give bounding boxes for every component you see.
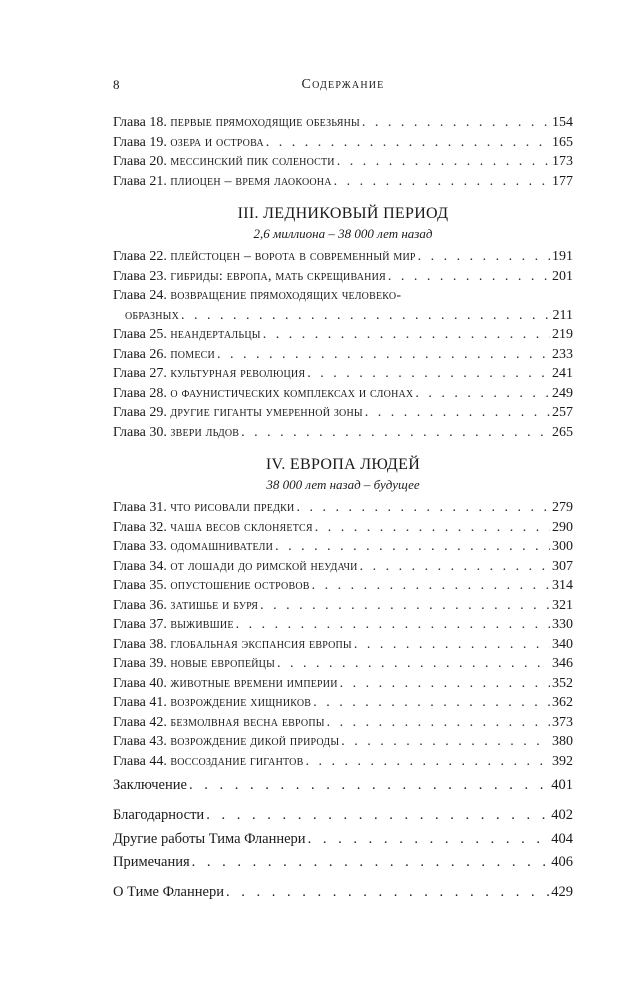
dot-leader	[312, 576, 550, 596]
toc-entry[interactable]	[113, 403, 573, 423]
chapter-title: о фаунистических комплексах и слонах	[170, 385, 414, 401]
entry-title: Примечания	[113, 854, 190, 870]
toc-entry[interactable]	[113, 853, 573, 873]
chapter-title: воссоздание гигантов	[170, 753, 304, 769]
page-ref: 340	[552, 636, 573, 652]
dot-leader	[340, 674, 550, 694]
chapter-prefix: Глава 18.	[113, 115, 167, 130]
dot-leader	[296, 498, 550, 518]
page-ref: 380	[552, 734, 573, 749]
chapter-title: неандертальцы	[170, 327, 261, 342]
page-ref: 201	[552, 268, 573, 284]
dot-leader	[418, 247, 550, 267]
toc-entry[interactable]	[113, 830, 573, 850]
entry-title: Заключение	[113, 777, 187, 793]
part-heading-4	[113, 454, 573, 496]
toc-entry[interactable]	[113, 498, 573, 518]
toc-entry[interactable]	[113, 615, 573, 635]
page-ref: 290	[552, 519, 573, 535]
chapter-prefix: Глава 30.	[113, 424, 167, 440]
toc-entry[interactable]	[113, 883, 573, 903]
chapter-title: гибриды: европа, мать скрещивания	[170, 268, 386, 284]
running-title: Содержание	[301, 77, 385, 92]
chapter-prefix: Глава 38.	[113, 636, 167, 652]
dot-leader	[236, 615, 550, 635]
chapter-title: чаша весов склоняется	[170, 519, 313, 535]
chapter-title: что рисовали предки	[170, 500, 295, 515]
chapter-prefix: Глава 19.	[113, 134, 167, 150]
page-ref: 362	[552, 695, 573, 710]
dot-leader	[360, 557, 550, 577]
page-ref: 173	[552, 154, 573, 169]
dot-leader	[217, 345, 550, 365]
back-matter-conclusion	[113, 776, 573, 796]
dot-leader	[263, 325, 550, 345]
chapter-title: возрождение дикой природы	[170, 734, 340, 749]
toc-entry[interactable]	[113, 674, 573, 694]
chapter-prefix: Глава 32.	[113, 519, 167, 535]
chapter-prefix: Глава 42.	[113, 714, 167, 730]
back-matter-other-works	[113, 830, 573, 850]
page-ref: 392	[552, 753, 573, 769]
chapter-title: другие гиганты умеренной зоны	[170, 405, 363, 420]
chapter-title: от лошади до римской неудачи	[170, 558, 358, 574]
part-subtitle: 38 000 лет назад – будущее	[266, 477, 420, 492]
chapter-title: возвращение прямоходящих человеко-	[170, 288, 402, 303]
toc-entry[interactable]	[113, 654, 573, 674]
page-ref: 249	[552, 385, 573, 401]
toc-entry-continuation[interactable]	[113, 306, 573, 326]
toc-block-part3	[113, 247, 573, 442]
toc-entry[interactable]	[113, 596, 573, 616]
chapter-title: звери льдов	[170, 424, 240, 440]
chapter-prefix: Глава 35.	[113, 578, 167, 593]
chapter-title: выжившие	[170, 617, 234, 632]
toc-entry[interactable]	[113, 384, 573, 404]
page-ref: 219	[552, 327, 573, 342]
dot-leader	[266, 133, 550, 153]
page-ref: 241	[552, 366, 573, 381]
page-ref: 352	[552, 675, 573, 691]
toc-entry[interactable]	[113, 732, 573, 752]
dot-leader	[354, 635, 550, 655]
back-matter-thanks	[113, 806, 573, 826]
part-subtitle: 2,6 миллиона – 38 000 лет назад	[253, 226, 433, 241]
chapter-title: опустошение островов	[170, 578, 310, 593]
page-ref: 307	[552, 558, 573, 574]
chapter-title: озера и острова	[170, 134, 264, 150]
toc-entry[interactable]	[113, 113, 573, 133]
dot-leader	[277, 654, 550, 674]
chapter-title: плиоцен – время лаокоона	[170, 173, 332, 189]
toc-entry[interactable]	[113, 345, 573, 365]
toc-entry[interactable]	[113, 518, 573, 538]
entry-title: Благодарности	[113, 807, 205, 823]
dot-leader	[337, 152, 550, 172]
chapter-title: затишье и буря	[170, 597, 259, 613]
toc-entry-multiline[interactable]	[113, 286, 573, 306]
page-ref: 211	[552, 307, 573, 323]
page-ref: 406	[551, 854, 573, 870]
toc-entry[interactable]	[113, 172, 573, 192]
page-ref: 233	[552, 346, 573, 362]
toc-entry[interactable]	[113, 806, 573, 826]
dot-leader	[362, 113, 550, 133]
toc-entry[interactable]	[113, 267, 573, 287]
chapter-title: новые европейцы	[170, 656, 276, 671]
toc-entry[interactable]	[113, 776, 573, 796]
toc-entry[interactable]	[113, 693, 573, 713]
page-header	[113, 77, 573, 97]
dot-leader	[241, 423, 550, 443]
back-matter-notes	[113, 853, 573, 873]
page-ref: 154	[552, 115, 573, 130]
dot-leader	[313, 693, 550, 713]
page-ref: 373	[552, 714, 573, 730]
chapter-title: первые прямоходящие обезьяны	[170, 115, 360, 130]
chapter-prefix: Глава 39.	[113, 656, 167, 671]
page-ref: 404	[551, 831, 573, 847]
toc-block-part4	[113, 498, 573, 771]
chapter-prefix: Глава 37.	[113, 617, 167, 632]
dot-leader	[315, 518, 550, 538]
chapter-prefix: Глава 33.	[113, 539, 167, 554]
dot-leader	[415, 384, 550, 404]
dot-leader	[341, 732, 550, 752]
dot-leader	[192, 853, 550, 873]
chapter-prefix: Глава 44.	[113, 753, 167, 769]
toc-entry[interactable]	[113, 247, 573, 267]
page-ref: 279	[552, 500, 573, 515]
page-ref: 257	[552, 405, 573, 420]
dot-leader	[181, 306, 551, 326]
part-title: IV. ЕВРОПА ЛЮДЕЙ	[265, 456, 421, 473]
chapter-title-cont: образных	[125, 307, 179, 323]
page-ref: 300	[552, 539, 573, 554]
toc-entry[interactable]	[113, 635, 573, 655]
chapter-prefix: Глава 28.	[113, 385, 167, 401]
chapter-title: глобальная экспансия европы	[170, 636, 352, 652]
chapter-prefix: Глава 36.	[113, 597, 167, 613]
toc-entry[interactable]	[113, 133, 573, 153]
page-ref: 177	[552, 173, 573, 189]
page-ref: 191	[552, 249, 573, 264]
toc-entry[interactable]	[113, 713, 573, 733]
toc-entry[interactable]	[113, 752, 573, 772]
toc-entry[interactable]	[113, 423, 573, 443]
page-ref: 265	[552, 424, 573, 440]
page-ref: 401	[551, 777, 573, 793]
chapter-prefix: Глава 34.	[113, 558, 167, 574]
dot-leader	[308, 830, 550, 850]
chapter-title: помеси	[170, 346, 215, 362]
entry-title: О Тиме Фланнери	[113, 884, 224, 900]
chapter-title: мессинский пик солености	[170, 154, 335, 169]
dot-leader	[327, 713, 550, 733]
toc-entry[interactable]	[113, 576, 573, 596]
chapter-prefix: Глава 31.	[113, 500, 167, 515]
chapter-prefix: Глава 25.	[113, 327, 167, 342]
dot-leader	[365, 403, 550, 423]
dot-leader	[226, 883, 549, 903]
chapter-prefix: Глава 29.	[113, 405, 167, 420]
page-ref: 330	[552, 617, 573, 632]
page-ref: 321	[552, 597, 573, 613]
chapter-prefix: Глава 41.	[113, 695, 167, 710]
toc-entry[interactable]	[113, 325, 573, 345]
chapter-prefix: Глава 22.	[113, 249, 167, 264]
toc-entry[interactable]	[113, 364, 573, 384]
part-title: III. ЛЕДНИКОВЫЙ ПЕРИОД	[237, 205, 449, 222]
dot-leader	[305, 752, 550, 772]
dot-leader	[206, 806, 549, 826]
dot-leader	[334, 172, 550, 192]
chapter-prefix: Глава 20.	[113, 154, 167, 169]
dot-leader	[189, 776, 549, 796]
chapter-title: безмолвная весна европы	[170, 714, 325, 730]
chapter-title: животные времени империи	[170, 675, 338, 691]
dot-leader	[388, 267, 550, 287]
page-ref: 314	[552, 578, 573, 593]
page-ref: 402	[551, 807, 573, 823]
entry-title: Другие работы Тима Фланнери	[113, 831, 306, 847]
chapter-title: одомашниватели	[170, 539, 274, 554]
toc-entry[interactable]	[113, 557, 573, 577]
page-number: 8	[113, 77, 120, 92]
toc-block-part2-end	[113, 113, 573, 191]
toc-entry[interactable]	[113, 152, 573, 172]
chapter-prefix: Глава 21.	[113, 173, 167, 189]
chapter-prefix: Глава 23.	[113, 268, 167, 284]
chapter-title: возрождение хищников	[170, 695, 312, 710]
chapter-prefix: Глава 27.	[113, 366, 167, 381]
dot-leader	[275, 537, 550, 557]
chapter-prefix: Глава 24.	[113, 288, 167, 303]
dot-leader	[260, 596, 550, 616]
dot-leader	[307, 364, 550, 384]
chapter-title: плейстоцен – ворота в современный мир	[170, 249, 416, 264]
toc-entry[interactable]	[113, 537, 573, 557]
page-ref: 346	[552, 656, 573, 671]
chapter-prefix: Глава 40.	[113, 675, 167, 691]
page-ref: 429	[551, 884, 573, 900]
chapter-title: культурная революция	[170, 366, 306, 381]
chapter-prefix: Глава 43.	[113, 734, 167, 749]
part-heading-3	[113, 203, 573, 245]
back-matter-about-author	[113, 883, 573, 903]
page-ref: 165	[552, 134, 573, 150]
chapter-prefix: Глава 26.	[113, 346, 167, 362]
